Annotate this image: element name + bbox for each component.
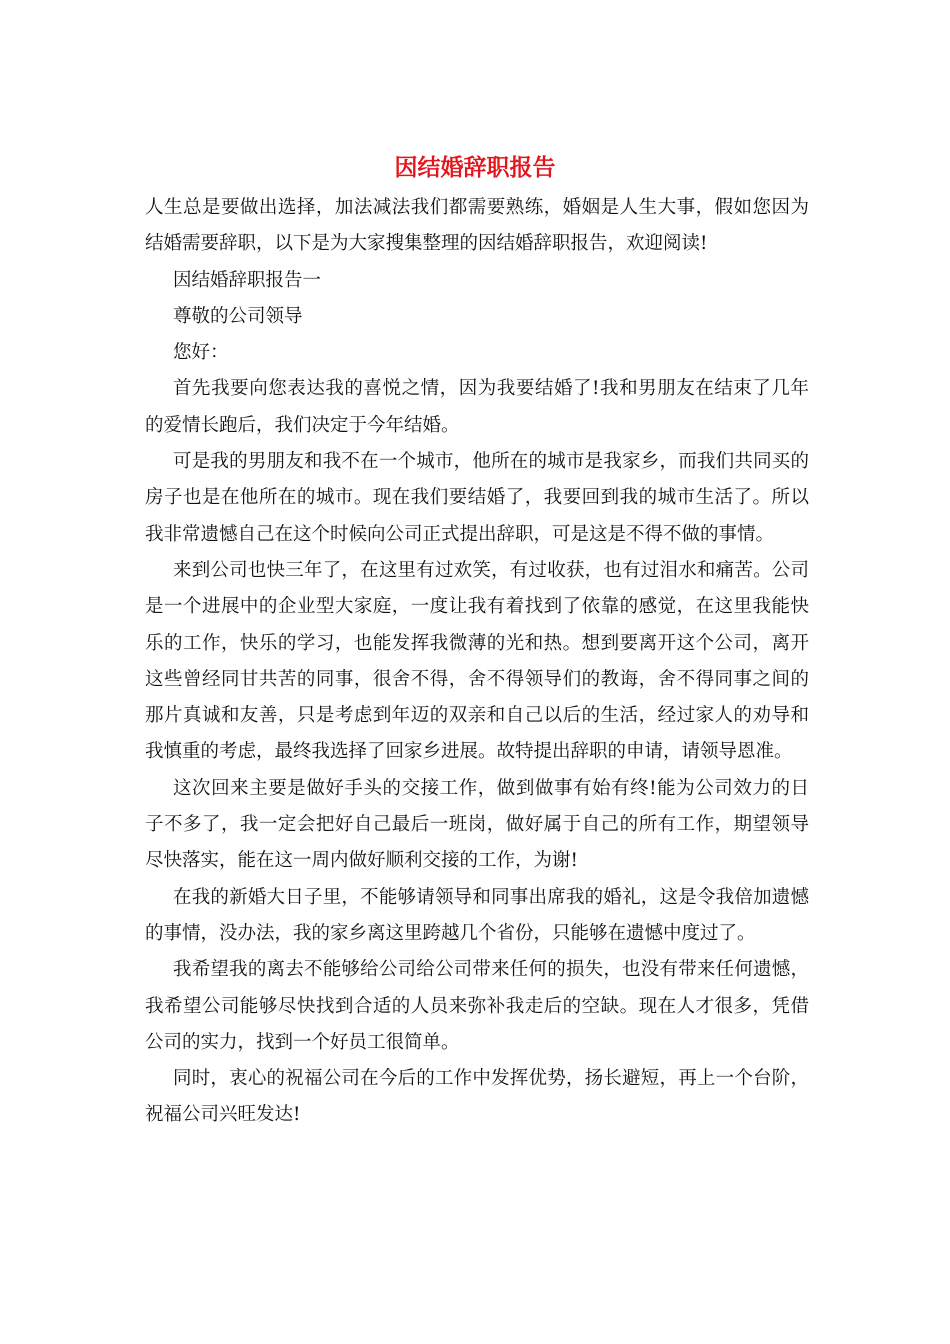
paragraph: 我希望我的离去不能够给公司给公司带来任何的损失，也没有带来任何遗憾，我希望公司能够尽快找到合适的人员来弥补我走后的空缺。现在人才很多，凭借公司的实力，找到一个好员工很简单。 bbox=[145, 959, 809, 1053]
paragraph-closing: 同时，衷心的祝福公司在今后的工作中发挥优势，扬长避短，再上一个台阶，祝福公司兴旺发达! bbox=[145, 1068, 809, 1126]
paragraph: 首先我要向您表达我的喜悦之情，因为我要结婚了!我和男朋友在结束了几年的爱情长跑后，我们决定于今年结婚。 bbox=[145, 378, 809, 436]
document-body bbox=[145, 190, 809, 1134]
paragraph-greeting: 您好： bbox=[173, 342, 229, 364]
paragraph-salutation: 尊敬的公司领导 bbox=[173, 305, 303, 327]
paragraph: 来到公司也快三年了，在这里有过欢笑，有过收获，也有过泪水和痛苦。公司是一个进展中的企业型大家庭，一度让我有着找到了依靠的感觉，在这里我能快乐的工作，快乐的学习，也能发挥我微薄的光和热。想到要离开这个公司，离开这些曾经同甘共苦的同事，很舍不得，舍不得领导们的教诲，舍不得同事之间的那片真诚和友善，只是考虑到年迈的双亲和自己以后的生活，经过家人的劝导和我慎重的考虑，最终我选择了回家乡进展。故特提出辞职的申请，请领导恩准。 bbox=[145, 559, 809, 763]
paragraph-subtitle: 因结婚辞职报告一 bbox=[173, 269, 322, 291]
paragraph: 在我的新婚大日子里，不能够请领导和同事出席我的婚礼，这是令我倍加遗憾的事情，没办法，我的家乡离这里跨越几个省份，只能够在遗憾中度过了。 bbox=[145, 886, 809, 944]
paragraph: 这次回来主要是做好手头的交接工作，做到做事有始有终!能为公司效力的日子不多了，我一定会把好自己最后一班岗，做好属于自己的所有工作，期望领导尽快落实，能在这一周内做好顺利交接的工作，为谢! bbox=[145, 777, 809, 872]
document-title: 因结婚辞职报告 bbox=[394, 154, 556, 181]
paragraph: 可是我的男朋友和我不在一个城市，他所在的城市是我家乡，而我们共同买的房子也是在他所在的城市。现在我们要结婚了，我要回到我的城市生活了。所以我非常遗憾自己在这个时候向公司正式提出辞职，可是这是不得不做的事情。 bbox=[145, 451, 809, 545]
paragraph-intro: 人生总是要做出选择，加法减法我们都需要熟练，婚姻是人生大事，假如您因为结婚需要辞职，以下是为大家搜集整理的因结婚辞职报告，欢迎阅读! bbox=[145, 197, 809, 255]
